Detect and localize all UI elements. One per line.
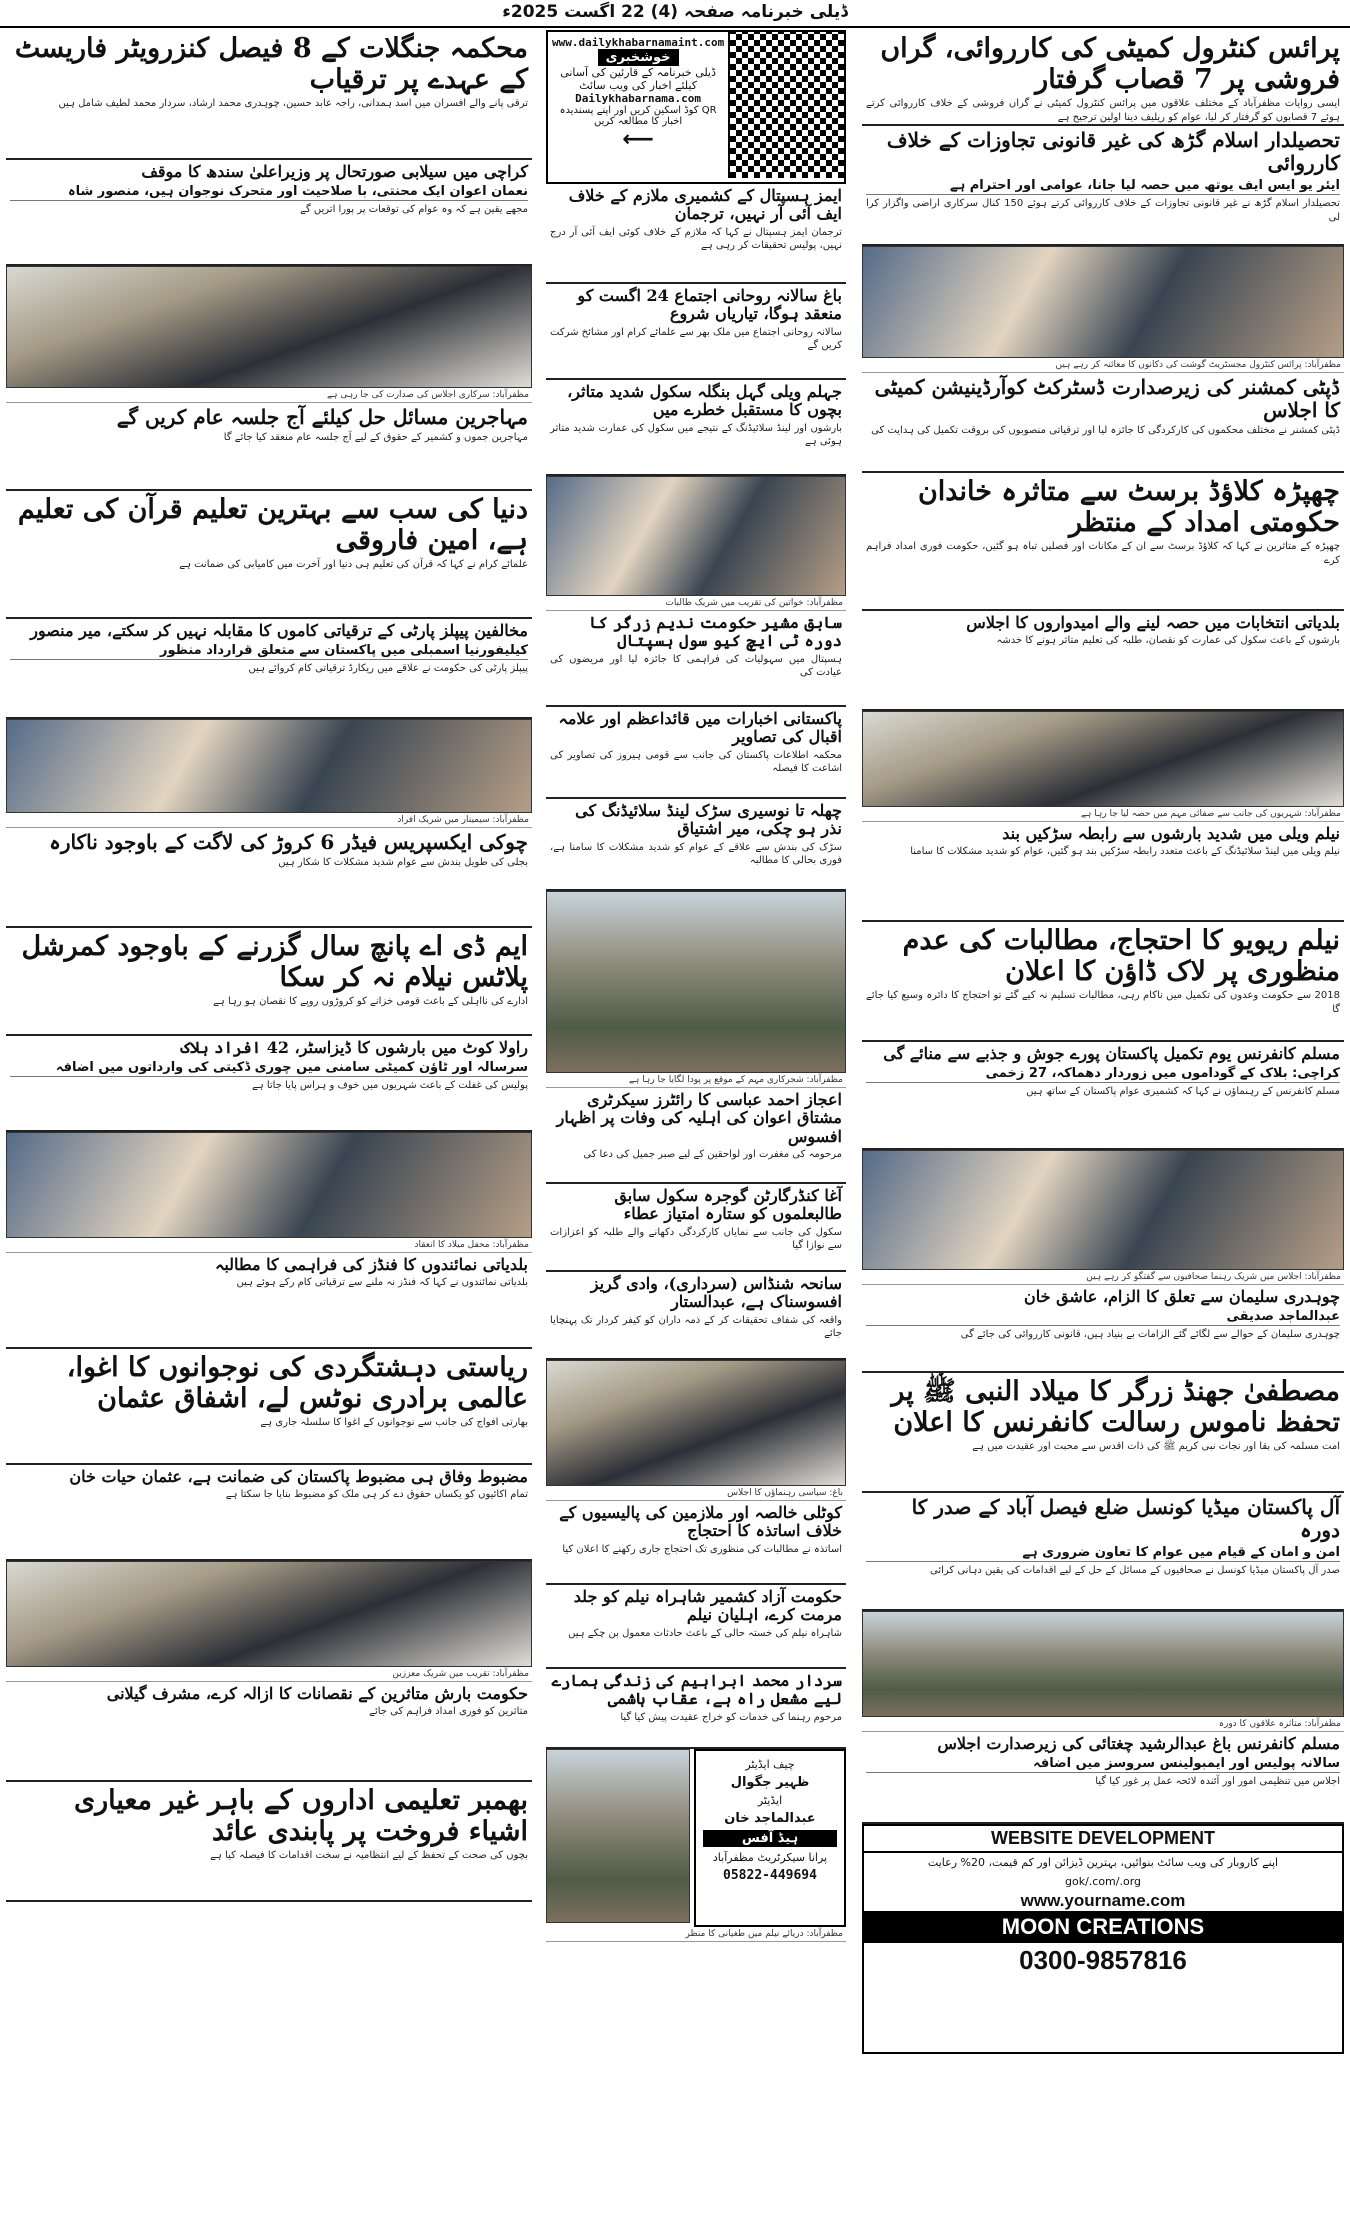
story-nadeem-zargar <box>546 611 846 707</box>
headline: محکمہ جنگلات کے 8 فیصل کنزرویٹر فاریسٹ کے عہدے پر ترقیاب <box>14 33 528 96</box>
photo-caption: باغ: سیاسی رہنماؤں کا اجلاس <box>546 1486 846 1501</box>
office-address: پرانا سیکرٹریٹ مظفرآباد <box>712 1851 828 1864</box>
photo-milad-gathering <box>6 1132 532 1238</box>
story-strong-federation <box>6 1465 532 1561</box>
headline: ریاستی دہشتگردی کی نوجوانوں کا اغوا، عالمی برادری نوٹس لے، اشفاق عثمان <box>66 1352 528 1415</box>
qr-line1: ڈیلی خبرنامہ کے قارئین کی آسانی <box>560 66 716 79</box>
photo-caption: مظفرآباد: محفل میلاد کا انعقاد <box>6 1238 532 1253</box>
story-body: چوہدری سلیمان کے حوالے سے لگائے گئے الزامات بے بنیاد ہیں، قانونی کارروائی کی جائے گی <box>960 1329 1340 1341</box>
story-body: شاہراہ نیلم کی خستہ حالی کے باعث حادثات معمول بن چکے ہیں <box>568 1627 842 1639</box>
headline: تحصیلدار اسلام گڑھ کی غیر قانونی تجاوزات کے خلاف کارروائی <box>886 128 1340 175</box>
photo-caption: مظفرآباد: دریائے نیلم میں طغیانی کا منظر <box>546 1927 846 1942</box>
story-body: بلدیاتی نمائندوں نے کہا کہ فنڈز نہ ملنے سے ترقیاتی کام رکے ہوئے ہیں <box>236 1277 528 1289</box>
editor: عبدالماجد خان <box>724 1811 816 1826</box>
story-refugees-rally <box>6 403 532 491</box>
photo-caption: مظفرآباد: سیمینار میں شریک افراد <box>6 813 532 828</box>
photo-official-meeting <box>6 266 532 388</box>
story-price-control <box>862 30 1344 126</box>
headline: نیلم ویلی میں شدید بارشوں سے رابطہ سڑکیں بند <box>1002 824 1340 843</box>
photo-caption: مظفرآباد: متاثرہ علاقوں کا دورہ <box>862 1717 1344 1732</box>
headline: جہلم ویلی گہل بنگلہ سکول شدید متاثر، بچوں کا مستقبل خطرے میں <box>567 382 842 420</box>
story-body: صدر آل پاکستان میڈیا کونسل نے صحافیوں کے مسائل کے حل کے لیے اقدامات کی یقین دہانی کرائی <box>929 1565 1340 1576</box>
story-body: بارشوں کے باعث سکول کی عمارت کو نقصان، طلبہ کی تعلیم متاثر ہونے کا خدشہ <box>996 635 1340 647</box>
headline: سانحہ شنڈاس (سرداری)، وادی گریز افسوسناک ہے، عبدالستار <box>590 1274 842 1312</box>
story-sardar-ibrahim <box>546 1669 846 1749</box>
story-milad-conference <box>862 1373 1344 1493</box>
ad-title: WEBSITE DEVELOPMENT <box>864 1826 1342 1853</box>
story-body: متاثرین کو فوری امداد فراہم کی جائے <box>369 1706 528 1718</box>
arrow-left-icon: ⟵ <box>622 127 654 152</box>
story-body: ڈپٹی کمشنر نے مختلف محکموں کی کارکردگی کا جائزہ لیا اور ترقیاتی منصوبوں کی بروقت تکمیل کی ہدایت کی <box>871 425 1340 436</box>
photo-dignitaries <box>6 1561 532 1667</box>
office-phone[interactable]: 05822-449694 <box>723 1868 817 1883</box>
headline: اعجاز احمد عباسی کا رائٹرز سیکرٹری مشتاق اعوان کی اہلیہ کی وفات پر اظہار افسوس <box>556 1090 842 1146</box>
story-kindergarten-award <box>546 1184 846 1272</box>
headline: ڈپٹی کمشنر کی زیرصدارت ڈسٹرکٹ کوآرڈینیشن کمیٹی کا اجلاس <box>874 375 1340 422</box>
subheadline: سرسالہ اور ٹاؤن کمیٹی سامنی میں چوری ڈکیتی کی وارداتوں میں اضافہ <box>10 1059 528 1077</box>
headline: مہاجرین مسائل حل کیلئے آج جلسہ عام کریں گے <box>116 405 528 429</box>
story-body: امت مسلمہ کی بقا اور نجات نبی کریم ﷺ کی ذات اقدس سے محبت اور عقیدت میں ہے <box>972 1441 1340 1453</box>
story-body: بجلی کی طویل بندش سے عوام شدید مشکلات کا شکار ہیں <box>278 857 528 868</box>
story-aims-hospital <box>546 184 846 284</box>
photo-caption: مظفرآباد: خواتین کی تقریب میں شریک طالبات <box>546 596 846 611</box>
editor-label: ایڈیٹر <box>757 1794 783 1807</box>
headline: راولا کوٹ میں بارشوں کا ڈیزاسٹر، 42 افراد ہلاک <box>180 1038 528 1057</box>
headline: مسلم کانفرنس باغ عبدالرشید چغتائی کی زیرصدارت اجلاس <box>937 1734 1340 1753</box>
headline: کوٹلی خالصہ اور ملازمین کی پالیسیوں کے خلاف اساتذہ کا احتجاج <box>559 1503 842 1541</box>
photo-affected-area <box>862 1611 1344 1717</box>
photo-cleanliness <box>862 711 1344 807</box>
headline: مخالفین پیپلز پارٹی کے ترقیاتی کاموں کا مقابلہ نہیں کر سکتے، میر منصور <box>30 621 528 640</box>
office-box <box>694 1749 846 1927</box>
right-column <box>862 30 1344 2225</box>
story-forest-promotions <box>6 30 532 160</box>
headline: سردار محمد ابراہیم کی زندگی ہمارے لیے مشعل راہ ہے، عقاب ہاشمی <box>551 1671 842 1709</box>
middle-column <box>546 30 846 2225</box>
story-body: چھپڑہ کے متاثرین نے کہا کہ کلاؤڈ برسٹ سے ان کے مکانات اور فصلیں تباہ ہو گئیں، حکومت فوری امداد فراہم کرے <box>866 541 1340 566</box>
story-body: اساتذہ نے مطالبات کی منظوری تک احتجاج جاری رکھنے کا اعلان کیا <box>562 1543 842 1555</box>
story-body: ادارے کی نااہلی کے باعث قومی خزانے کو کروڑوں روپے کا نقصان ہو رہا ہے <box>213 996 528 1008</box>
photo-seminar <box>6 719 532 813</box>
photo-caption: مظفرآباد: شہریوں کی جانب سے صفائی مہم میں حصہ لیا جا رہا ہے <box>862 807 1344 822</box>
qr-domain[interactable]: Dailykhabarnama.com <box>575 92 702 105</box>
headline: آل پاکستان میڈیا کونسل ضلع فیصل آباد کے صدر کا دورہ <box>911 1495 1340 1542</box>
subheadline: عبدالماجد صدیقی <box>866 1308 1340 1326</box>
story-body: علمائے کرام نے کہا کہ قرآن کی تعلیم ہی دنیا اور آخرت میں کامیابی کی ضمانت ہے <box>179 559 528 571</box>
story-body: ترقی پانے والے افسران میں اسد ہمدانی، راجہ عابد حسین، چوہدری محمد ارشاد، سردار محمد لطیف شامل ہیں <box>58 98 528 110</box>
photo-river-flood <box>546 1749 690 1923</box>
story-body: بارشوں اور لینڈ سلائیڈنگ کے نتیجے میں سکول کی عمارت شدید متاثر ہوئی ہے <box>550 422 842 448</box>
story-body: بھارتی افواج کی جانب سے نوجوانوں کے اغوا کا سلسلہ جاری ہے <box>260 1417 528 1429</box>
site-url[interactable]: www.dailykhabarnamaint.com <box>552 36 725 49</box>
headline: چھپڑہ کلاؤڈ برسٹ سے متاثرہ خاندان حکومتی امداد کے منتظر <box>917 476 1340 539</box>
headline: باغ سالانہ روحانی اجتماع 24 اگست کو منعقد ہوگا، تیاریاں شروع <box>577 286 842 324</box>
photo-caption: مظفرآباد: شجرکاری مہم کے موقع پر پودا لگایا جا رہا ہے <box>546 1073 846 1088</box>
story-body: مرحوم رہنما کی خدمات کو خراج عقیدت پیش کیا گیا <box>620 1711 842 1723</box>
subheadline: امن و امان کے قیام میں عوام کا تعاون ضروری ہے <box>866 1544 1340 1562</box>
subheadline: کیلیفورنیا اسمبلی میں پاکستان سے متعلق قرارداد منظور <box>10 642 528 660</box>
story-encroachment <box>862 126 1344 246</box>
story-body: پیپلز پارٹی کی حکومت نے علاقے میں ریکارڈ ترقیاتی کام کروائے ہیں <box>248 663 528 675</box>
ad-url: www.yourname.com <box>1020 1891 1186 1910</box>
headline: کراچی میں سیلابی صورتحال پر وزیراعلیٰ سندھ کا موقف <box>141 162 528 181</box>
story-chhalla-road <box>546 799 846 891</box>
bottom-middle-row <box>546 1749 846 1927</box>
story-body: اجلاس میں تنظیمی امور اور آئندہ لائحہ عمل پر غور کیا گیا <box>1095 1776 1340 1788</box>
qr-text <box>548 32 728 182</box>
headline: بلدیاتی انتخابات میں حصہ لینے والے امیدواروں کا اجلاس <box>966 613 1340 632</box>
story-condolence <box>546 1088 846 1184</box>
qr-line2: کیلئے اخبار کی ویب سائٹ <box>579 79 697 92</box>
headline: مصطفیٰ جھنڈ زرگر کا میلاد النبی ﷺ پر تحفظ ناموس رسالت کانفرنس کا اعلان <box>891 1376 1340 1439</box>
story-local-reps-funds <box>6 1253 532 1349</box>
story-body: مسلم کانفرنس کے رہنماؤں نے کہا کہ کشمیری عوام پاکستان کے ساتھ ہیں <box>1026 1086 1340 1098</box>
story-mda-plots <box>6 928 532 1036</box>
story-neelum-highway <box>546 1585 846 1669</box>
headline: حکومت بارش متاثرین کے نقصانات کا ازالہ کرے، مشرف گیلانی <box>106 1684 528 1703</box>
headline: ایمز ہسپتال کے کشمیری ملازم کے خلاف ایف آئی آر نہیں، ترجمان <box>568 186 842 224</box>
headline: حکومت آزاد کشمیر شاہراہ نیلم کو جلد مرمت کرے، اہلیان نیلم <box>573 1587 842 1625</box>
photo-press-talk <box>862 1150 1344 1270</box>
story-body: مہاجرین جموں و کشمیر کے حقوق کے لیے آج جلسہ عام منعقد کیا جائے گا <box>223 432 528 443</box>
story-feeder <box>6 828 532 928</box>
ad-domains: gok/.com/.org <box>1064 1875 1142 1888</box>
headline: ایم ڈی اے پانچ سال گزرنے کے باوجود کمرشل پلاٹس نیلام نہ کر سکا <box>21 931 528 994</box>
left-column <box>6 30 532 2225</box>
story-teachers-protest <box>546 1501 846 1585</box>
ad-phone: 0300-9857816 <box>1019 1945 1187 1975</box>
photo-caption: مظفرآباد: پرائس کنٹرول مجسٹریٹ گوشت کی دکانوں کا معائنہ کر رہے ہیں <box>862 358 1344 373</box>
photo-political-meeting <box>546 1360 846 1486</box>
good-news-badge: خوشخبری <box>598 49 679 66</box>
story-body: سالانہ روحانی اجتماع میں ملک بھر سے علمائے کرام اور مشائخ شرکت کریں گے <box>550 326 842 352</box>
subheadline: کراچی: بلاک کے گوداموں میں زوردار دھماکہ، 27 زخمی <box>866 1065 1340 1083</box>
headline: بھمبر تعلیمی اداروں کے باہر غیر معیاری اشیاء فروخت پر پابندی عائد <box>73 1785 528 1848</box>
headline: چوکی ایکسپریس فیڈر 6 کروڑ کی لاگت کے باوجود ناکارہ <box>49 830 528 854</box>
story-muslim-conference <box>862 1042 1344 1150</box>
story-body: واقعہ کی شفاف تحقیقات کر کے ذمہ داران کو کیفر کردار تک پہنچایا جائے <box>550 1314 842 1340</box>
story-chaudhry-sulaiman <box>862 1285 1344 1373</box>
chief-editor: ظہیر جگوال <box>730 1775 810 1790</box>
qr-promo <box>546 30 846 184</box>
story-body: ہسپتال میں سہولیات کی فراہمی کا جائزہ لیا اور مریضوں کی عیادت کی <box>550 653 842 679</box>
story-body: تمام اکائیوں کو یکساں حقوق دے کر ہی ملک کو مضبوط بنایا جا سکتا ہے <box>225 1489 528 1501</box>
story-body: سکول کی جانب سے نمایاں کارکردگی دکھانے والے طلبہ کو اعزازات سے نوازا گیا <box>550 1226 842 1252</box>
story-body: بچوں کی صحت کے تحفظ کے لیے انتظامیہ نے سخت اقدامات کا فیصلہ کیا ہے <box>210 1850 528 1862</box>
story-jhelum-valley-school <box>546 380 846 476</box>
story-spiritual-gathering <box>546 284 846 380</box>
photo-butcher-inspection <box>862 246 1344 358</box>
story-body: ترجمان ایمز ہسپتال نے کہا کہ ملازم کے خلاف کوئی ایف آئی آر درج نہیں، پولیس تحقیقات کر رہی ہے <box>550 226 842 252</box>
story-body: ایسی روایات مظفرآباد کے مختلف علاقوں میں پرائس کنٹرول کمیٹی نے گراں فروشی کے خلاف کارروائی کرتے ہوئے 7 قصابوں کو گرفتار کر لیا، عوام کو ریلیف دینا اولین ترجیح ہے <box>866 98 1340 123</box>
story-neelum-review <box>862 922 1344 1042</box>
story-national-heroes <box>546 707 846 799</box>
headline: دنیا کی سب سے بہترین تعلیم قرآن کی تعلیم ہے، امین فاروقی <box>17 494 528 557</box>
headline: نیلم ریویو کا احتجاج، مطالبات کی عدم منظوری پر لاک ڈاؤن کا اعلان <box>902 925 1340 988</box>
editors <box>699 1754 841 1887</box>
story-bagh-meeting <box>862 1732 1344 1824</box>
story-body: تحصیلدار اسلام گڑھ نے غیر قانونی تجاوزات کے خلاف کارروائی کرتے ہوئے 150 کنال سرکاری اراضی واگزار کرا لی <box>866 198 1341 223</box>
story-body: پولیس کی غفلت کے باعث شہریوں میں خوف و ہراس پایا جاتا ہے <box>251 1080 528 1092</box>
story-local-elections <box>862 611 1344 711</box>
headline: پاکستانی اخبارات میں قائداعظم اور علامہ اقبال کی تصاویر <box>558 709 842 747</box>
story-body: سڑک کی بندش سے علاقے کے عوام کو شدید مشکلات کا سامنا ہے، فوری بحالی کا مطالبہ <box>550 841 842 867</box>
story-dc-meeting <box>862 373 1344 473</box>
story-body: محکمہ اطلاعات پاکستان کی جانب سے قومی ہیروز کی تصاویر کی اشاعت کا فیصلہ <box>550 749 842 775</box>
story-rawalakot-disaster <box>6 1036 532 1132</box>
headline: پرائس کنٹرول کمیٹی کی کارروائی، گراں فروشی پر 7 قصاب گرفتار <box>880 33 1340 96</box>
story-state-terrorism <box>6 1349 532 1465</box>
headline: مسلم کانفرنس یوم تکمیل پاکستان پورے جوش و جذبے سے منائے گی <box>883 1044 1340 1063</box>
photo-caption: مظفرآباد: اجلاس میں شریک رہنما صحافیوں سے گفتگو کر رہے ہیں <box>862 1270 1344 1285</box>
story-karachi-flood <box>6 160 532 266</box>
photo-tree-plantation <box>546 891 846 1073</box>
ad-body: اپنے کاروبار کی ویب سائٹ بنوائیں، بہترین ڈیزائن اور کم قیمت، 20% رعایت <box>927 1856 1279 1869</box>
subheadline: نعمان اعوان ایک محنتی، با صلاحیت اور متحرک نوجوان ہیں، منصور شاہ <box>10 183 528 201</box>
masthead: ڈیلی خبرنامہ صفحہ (4) 22 اگست 2025ء <box>0 0 1350 28</box>
story-gurez-incident <box>546 1272 846 1360</box>
headline: بلدیاتی نمائندوں کا فنڈز کی فراہمی کا مطالبہ <box>214 1255 528 1274</box>
headline: مضبوط وفاق ہی مضبوط پاکستان کی ضمانت ہے، عثمان حیات خان <box>69 1467 528 1486</box>
story-body: مجھے یقین ہے کہ وہ عوام کی توقعات پر پورا اتریں گے <box>300 204 528 216</box>
story-rain-victims <box>6 1682 532 1782</box>
head-office-badge: ہیڈ آفس <box>703 1830 837 1847</box>
photo-students <box>546 476 846 596</box>
headline: سابق مشیر حکومت ندیم زرگر کا دورہ ٹی ایچ کیو سول ہسپتال <box>589 613 842 651</box>
story-quran-education <box>6 491 532 619</box>
story-neelum-roads <box>862 822 1344 922</box>
headline: چھلہ تا نوسیری سڑک لینڈ سلائیڈنگ کی نذر ہو چکی، میر اشتیاق <box>575 801 842 839</box>
photo-caption: مظفرآباد: تقریب میں شریک معززین <box>6 1667 532 1682</box>
story-ppp-development <box>6 619 532 719</box>
subheadline: ایئر یو ایس ایف یوتھ میں حصہ لیا جانا، عوامی اور احترام ہے <box>866 177 1340 195</box>
ad-brand: MOON CREATIONS <box>864 1911 1342 1943</box>
story-bhimber-ban <box>6 1782 532 1902</box>
qr-code-icon[interactable] <box>728 32 844 178</box>
story-cloudburst <box>862 473 1344 611</box>
story-media-council <box>862 1493 1344 1611</box>
chief-editor-label: چیف ایڈیٹر <box>745 1758 795 1771</box>
website-development-ad <box>862 1824 1344 2054</box>
story-body: 2018 سے حکومت وعدوں کی تکمیل میں ناکام رہی، مطالبات تسلیم نہ کیے گئے تو احتجاج کا دائرہ وسیع کیا جائے گا <box>866 990 1340 1015</box>
story-body: نیلم ویلی میں لینڈ سلائیڈنگ کے باعث متعدد رابطہ سڑکیں بند ہو گئیں، عوام کو شدید مشکلات کا سامنا <box>910 846 1340 858</box>
photo-caption: مظفرآباد: سرکاری اجلاس کی صدارت کی جا رہی ہے <box>6 388 532 403</box>
qr-line3: QR کوڈ اسکین کریں اور اپنے پسندیدہ اخبار کا مطالعہ کریں <box>559 105 717 127</box>
story-body: مرحومہ کی مغفرت اور لواحقین کے لیے صبر جمیل کی دعا کی <box>583 1149 842 1161</box>
subheadline: سالانہ پولیس اور ایمبولینس سروسز میں اضافہ <box>866 1755 1340 1773</box>
headline: آغا کنڈرگارٹن گوجرہ سکول سابق طالبعلموں کو ستارہ امتیاز عطاء <box>614 1186 842 1224</box>
headline: چوہدری سلیمان سے تعلق کا الزام، عاشق خان <box>1023 1287 1340 1306</box>
